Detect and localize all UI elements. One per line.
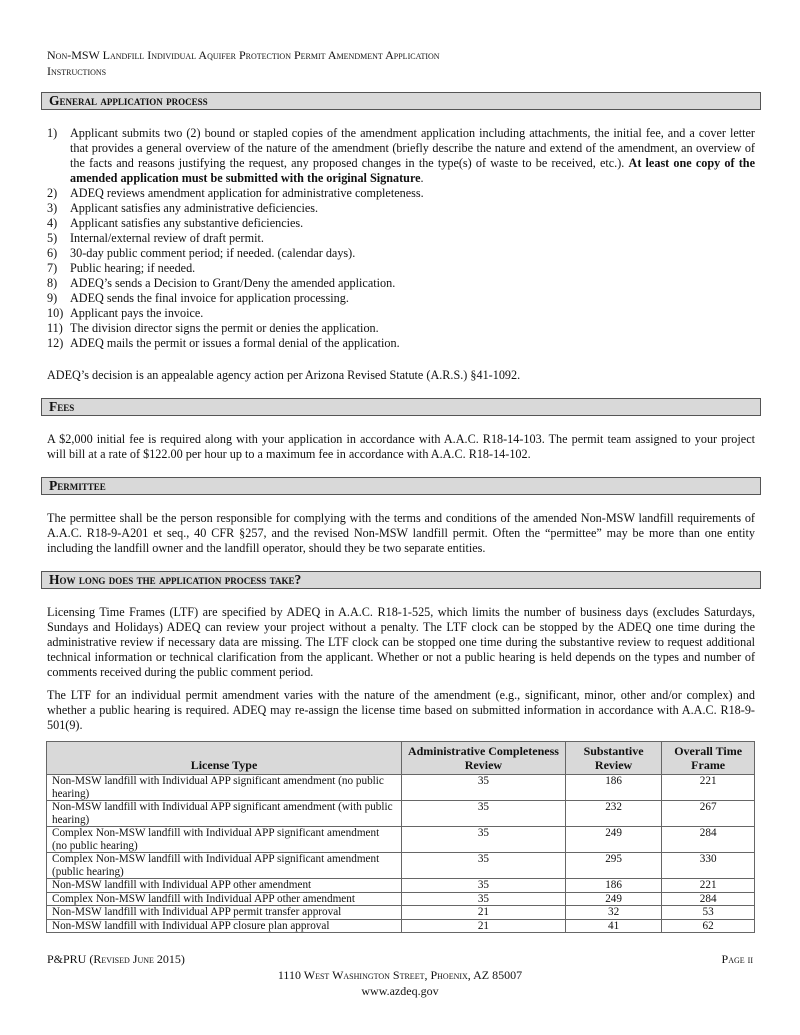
document-title: Non-MSW Landfill Individual Aquifer Protection Permit Amendment Application [47, 48, 440, 62]
list-item: 5) Internal/external review of draft permit. [47, 231, 264, 245]
section-heading-how-long: How long does the application process take? [41, 571, 761, 589]
section-heading-permittee: Permittee [41, 477, 761, 495]
ltf-paragraph-2: The LTF for an individual permit amendment varies with the nature of the amendment (e.g., significant, minor, other and/or complex) and whether a public hearing is required. ADEQ may re-assign the license time based on submitted information in accordance with A.A.C. R18-9-501(9). [47, 688, 755, 732]
table-row: Non-MSW landfill with Individual APP permit transfer approval 21 32 53 [47, 906, 755, 920]
ltf-paragraph-1: Licensing Time Frames (LTF) are specified by ADEQ in A.A.C. R18-1-525, which limits the number of business days (excludes Saturdays, Sundays and Holidays) ADEQ can review your project without a penalty. The LTF clock can be stopped by the ADEQ one time during the administrative review if necessary data are missing. The LTF clock can be stopped one time during the substantive review to request additional technical information or technical clarification from the applicant. Whether or not a public hearing is held depends on the types and number of comments received during the public comment period. [47, 605, 755, 679]
list-item: 3) Applicant satisfies any administrative deficiencies. [47, 201, 319, 215]
list-item: 4) Applicant satisfies any substantive deficiencies. [47, 216, 304, 230]
license-time-frames-table [46, 741, 755, 933]
list-item: 6) 30-day public comment period; if needed. (calendar days). [47, 246, 356, 260]
list-item: 9) ADEQ sends the final invoice for application processing. [47, 291, 349, 305]
list-item: 10) Applicant pays the invoice. [47, 306, 204, 320]
table-header-row [47, 742, 755, 775]
column-header-license-type: License Type [47, 742, 402, 775]
document-header [47, 47, 440, 79]
section-heading-fees: Fees [41, 398, 761, 416]
process-steps-list [47, 126, 755, 351]
list-item: 7) Public hearing; if needed. [47, 261, 196, 275]
list-item: 1) Applicant submits two (2) bound or stapled copies of the amendment application including attachments, the initial fee, and a cover letter that provides a general overview of the nature of the amendment (briefly describe the nature and extend of the amendment, an overview of the facts and reasons justifying the request, any proposed changes in the type(s) of waste to be received, etc.). At least one copy of the amended application must be submitted with the original Signature. [47, 126, 755, 185]
list-item: 8) ADEQ’s sends a Decision to Grant/Deny the amended application. [47, 276, 396, 290]
footer-revision: P&PRU (Revised June 2015) [47, 952, 185, 966]
table-row: Non-MSW landfill with Individual APP significant amendment (no public hearing) 35 186 221 [47, 775, 755, 801]
signature-requirement: At least one copy of the amended application must be submitted with the original Signature [70, 156, 755, 185]
table-row: Non-MSW landfill with Individual APP significant amendment (with public hearing) 35 232 267 [47, 801, 755, 827]
table-row: Complex Non-MSW landfill with Individual APP other amendment 35 249 284 [47, 892, 755, 906]
footer-website-link[interactable]: www.azdeq.gov [361, 984, 439, 998]
table-row: Complex Non-MSW landfill with Individual APP significant amendment (no public hearing) 35 249 284 [47, 827, 755, 853]
section-heading-general: General application process [41, 92, 761, 110]
permittee-paragraph: The permittee shall be the person responsible for complying with the terms and conditions of the amended Non-MSW landfill requirements of A.A.C. R18-9-A201 et seq., 40 CFR §257, and the revised Non-MSW landfill permit. Often the “permittee” may be more than one entity including the landfill owner and the landfill operator, should they be two separate entities. [47, 511, 755, 555]
fees-paragraph: A $2,000 initial fee is required along with your application in accordance with A.A.C. R18-14-103. The permit team assigned to your project will bill at a rate of $122.00 per hour up to a maximum fee in accordance with A.A.C. R18-14-102. [47, 432, 755, 461]
list-item: 12) ADEQ mails the permit or issues a formal denial of the application. [47, 336, 400, 350]
column-header-substantive-review: Substantive Review [565, 742, 661, 775]
list-item: 11) The division director signs the permit or denies the application. [47, 321, 379, 335]
list-item: 2) ADEQ reviews amendment application for administrative completeness. [47, 186, 424, 200]
footer-address: 1110 West Washington Street, Phoenix, AZ 85007 [277, 968, 523, 982]
footer-contact [0, 967, 800, 999]
page-number: Page ii [721, 952, 753, 966]
column-header-admin-review: Administrative Completeness Review [402, 742, 566, 775]
table-row: Non-MSW landfill with Individual APP closure plan approval 21 41 62 [47, 919, 755, 933]
table-row: Non-MSW landfill with Individual APP other amendment 35 186 221 [47, 879, 755, 893]
column-header-overall: Overall Time Frame [662, 742, 755, 775]
document-subtitle: Instructions [47, 64, 107, 78]
table-row: Complex Non-MSW landfill with Individual APP significant amendment (public hearing) 35 295 330 [47, 853, 755, 879]
appeal-statement: ADEQ’s decision is an appealable agency action per Arizona Revised Statute (A.R.S.) §41-1092. [47, 368, 521, 382]
